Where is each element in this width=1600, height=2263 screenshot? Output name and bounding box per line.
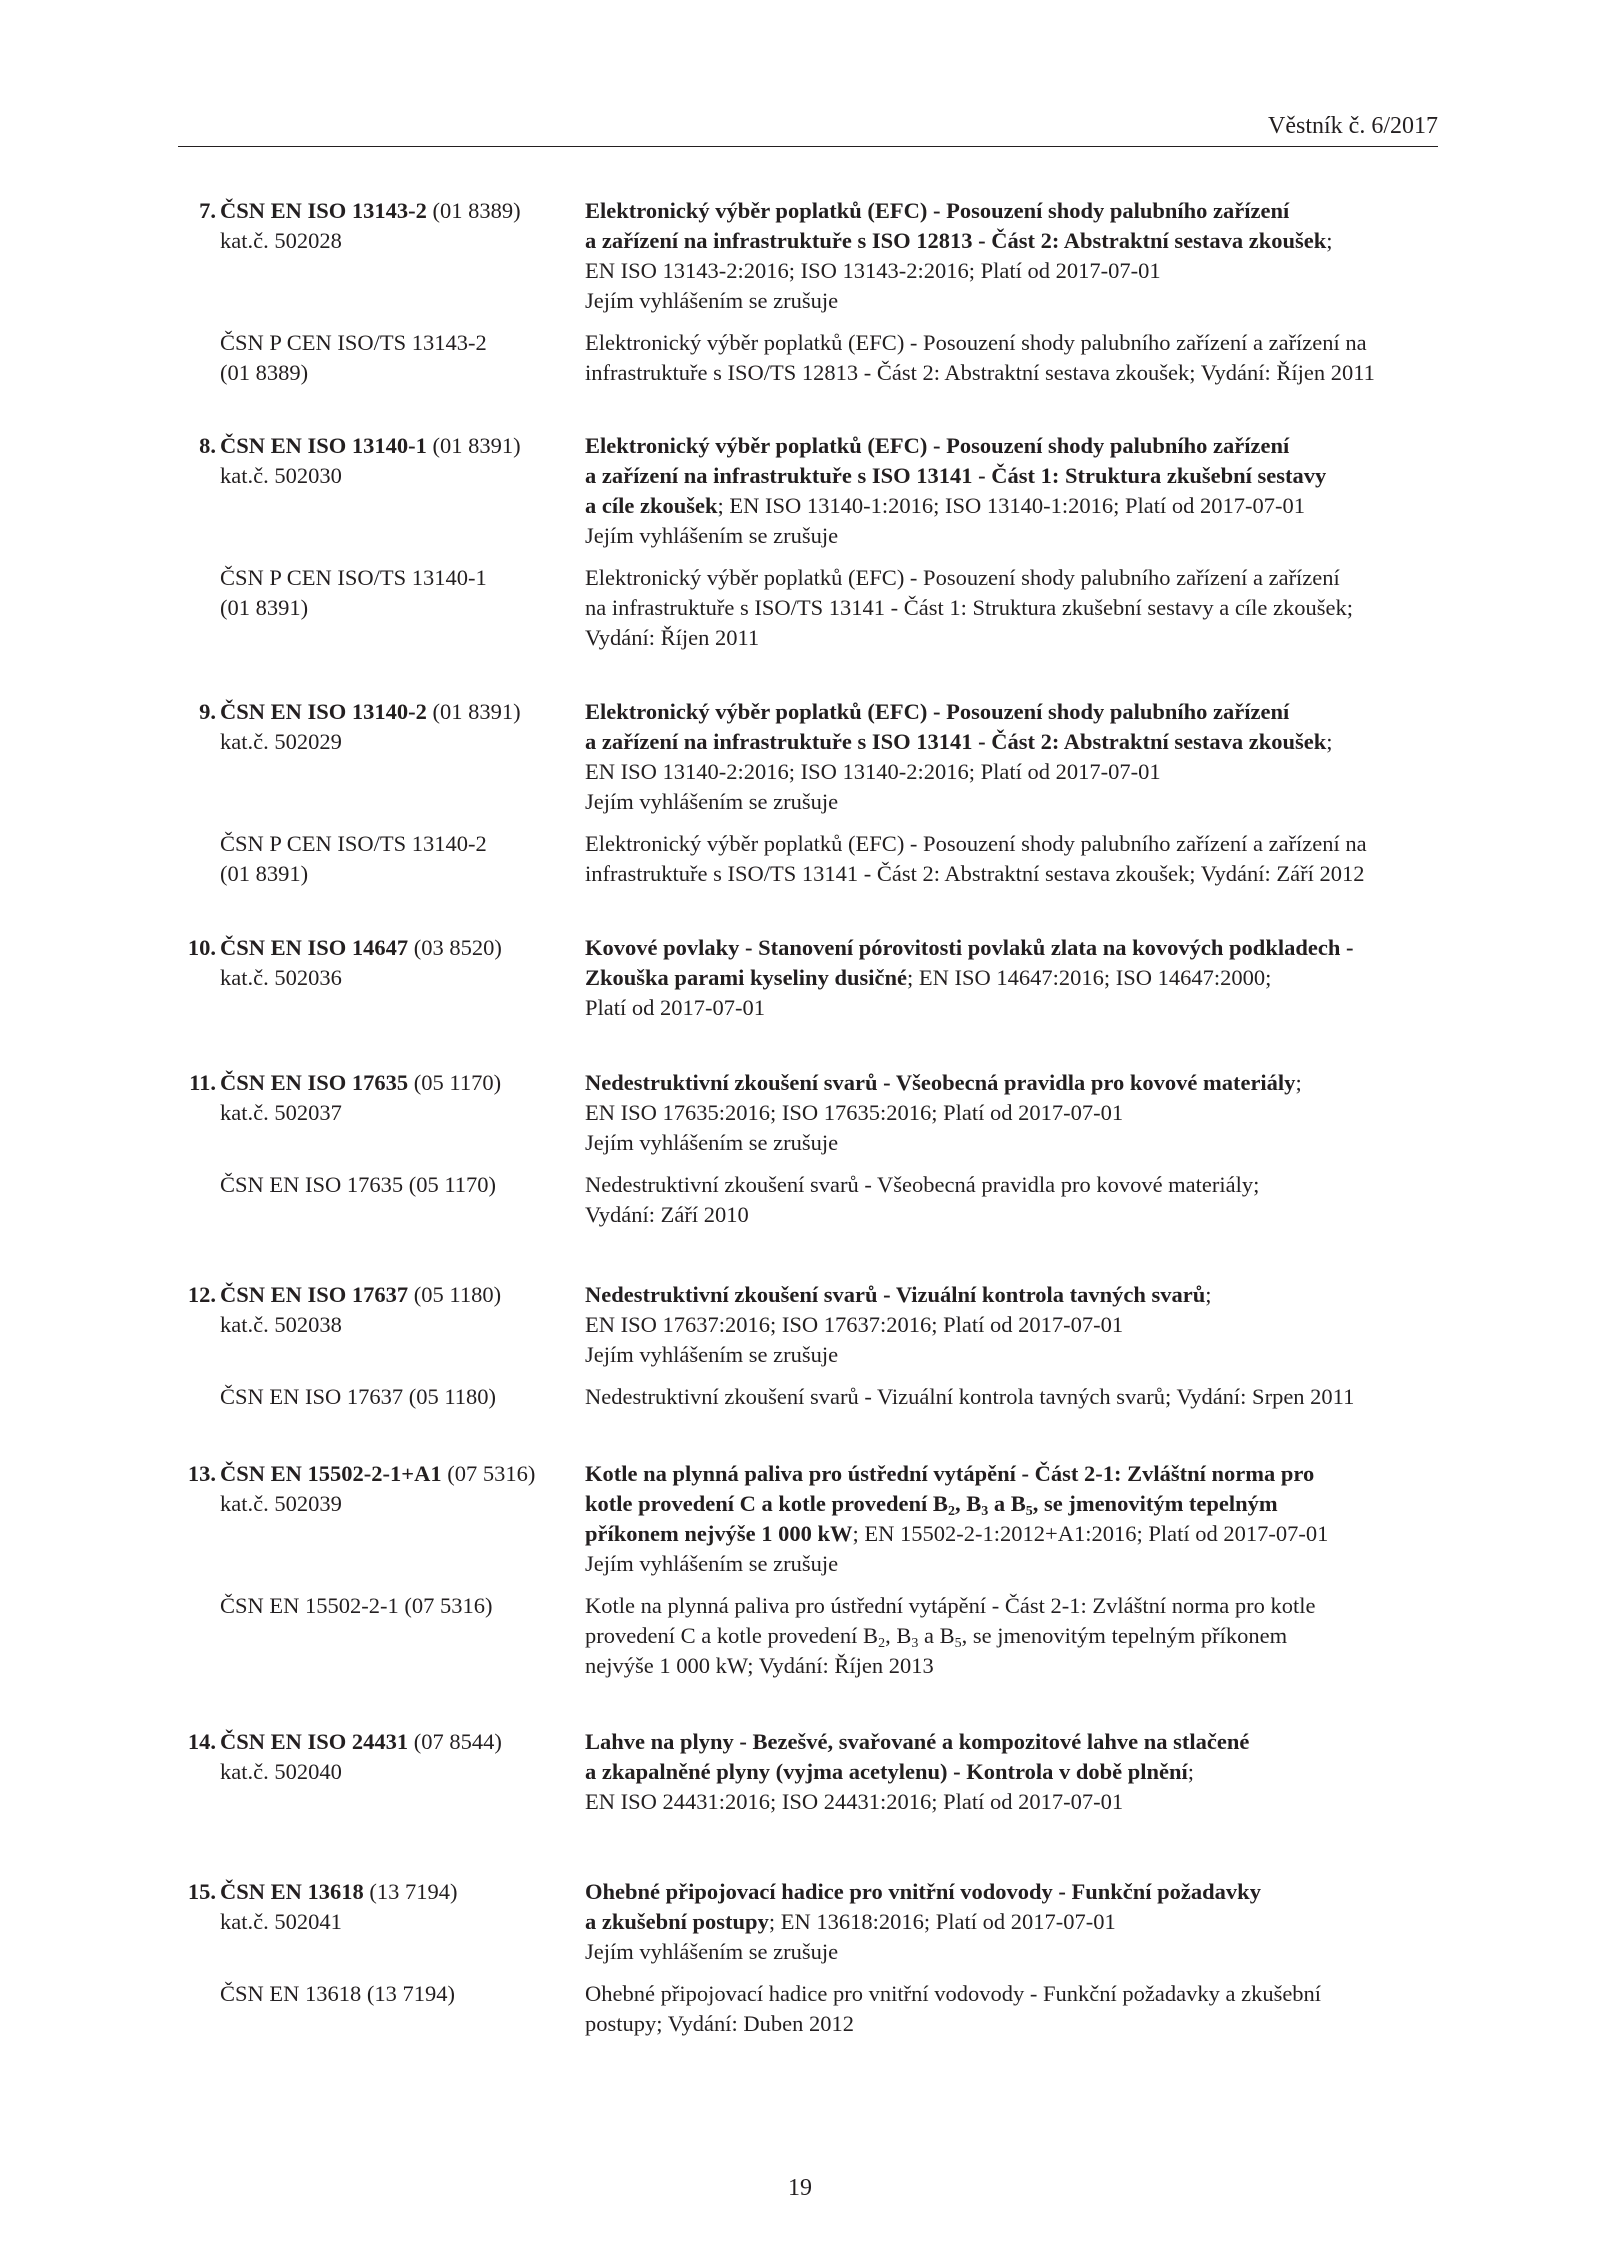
- standard-title-line: Elektronický výběr poplatků (EFC) - Posouzení shody palubního zařízení: [585, 433, 1290, 458]
- classification-code: (05 1170): [408, 1070, 502, 1095]
- replaced-code: ČSN P CEN ISO/TS 13140-1: [220, 565, 487, 590]
- standard-title-line: a zkapalněné plyny (vyjma acetylenu) - Kontrola v době plnění: [585, 1759, 1188, 1784]
- replaced-standard-title: [585, 328, 1455, 388]
- title-text: , se jmenovitým tepelným příkonem: [961, 1623, 1288, 1648]
- classification-code: (01 8391): [426, 699, 521, 724]
- replaced-standard-title: [585, 829, 1455, 889]
- title-separator: ;: [852, 1521, 859, 1546]
- entry-number: 9.: [199, 699, 216, 724]
- standard-title-line: [585, 1489, 1455, 1519]
- title-separator: ;: [1326, 729, 1333, 754]
- standard-info: EN ISO 13140-2:2016; ISO 13140-2:2016; Platí od 2017-07-01: [585, 759, 1161, 784]
- standard-info: EN 15502-2-1:2012+A1:2016; Platí od 2017-07-01: [858, 1521, 1329, 1546]
- standard-title-line: Elektronický výběr poplatků (EFC) - Posouzení shody palubního zařízení: [585, 198, 1290, 223]
- replaced-title-line: Nedestruktivní zkoušení svarů - Vizuální kontrola tavných svarů; Vydání: Srpen 2011: [585, 1384, 1355, 1409]
- replaced-standard-code: [180, 328, 560, 388]
- page-header: [178, 106, 1438, 147]
- entry-number: 7.: [199, 198, 216, 223]
- replaced-standard-title: [585, 1979, 1455, 2039]
- title-separator: ;: [1295, 1070, 1302, 1095]
- replaces-note: Jejím vyhlášením se zrušuje: [585, 1130, 839, 1155]
- replaced-title-line: na infrastruktuře s ISO/TS 13141 - Část 1: Struktura zkušební sestavy a cíle zkoušek;: [585, 595, 1353, 620]
- title-separator: ;: [1326, 228, 1333, 253]
- standard-title-line: a cíle zkoušek: [585, 493, 718, 518]
- title-text: provedení C a kotle provedení B: [585, 1623, 879, 1648]
- entry-number: 11.: [189, 1070, 216, 1095]
- replaced-title-line: Kotle na plynná paliva pro ústřední vytápění - Část 2-1: Zvláštní norma pro kotle: [585, 1593, 1316, 1618]
- catalog-number: kat.č. 502028: [220, 228, 342, 253]
- replaced-standard-code: [180, 1382, 560, 1412]
- replaced-standard-code: [180, 1591, 560, 1621]
- replaced-standard-code: [180, 1170, 560, 1200]
- standard-code: ČSN EN ISO 17637: [220, 1282, 409, 1307]
- replaced-classification: (01 8391): [220, 595, 309, 620]
- entry-left-column: [180, 1280, 560, 1340]
- entry-left-column: [180, 431, 560, 491]
- replaced-title-line: postupy; Vydání: Duben 2012: [585, 2011, 854, 2036]
- title-text: a B: [988, 1491, 1026, 1516]
- title-separator: ;: [768, 1909, 776, 1934]
- title-separator: ;: [906, 965, 914, 990]
- standard-title-line: a zařízení na infrastruktuře s ISO 13141 - Část 1: Struktura zkušební sestavy: [585, 463, 1327, 488]
- catalog-number: kat.č. 502030: [220, 463, 342, 488]
- replaced-title-line: Ohebné připojovací hadice pro vnitřní vodovody - Funkční požadavky a zkušební: [585, 1981, 1322, 2006]
- entry-number: 8.: [199, 433, 216, 458]
- replaces-note: Jejím vyhlášením se zrušuje: [585, 288, 839, 313]
- subscript: 2: [947, 1504, 955, 1519]
- replaced-title-line: Nedestruktivní zkoušení svarů - Všeobecná pravidla pro kovové materiály;: [585, 1172, 1260, 1197]
- entry-left-column: [180, 1727, 560, 1787]
- entry-left-column: [180, 1459, 560, 1519]
- replaced-code: ČSN EN ISO 17637 (05 1180): [220, 1384, 497, 1409]
- entry-right-column: [585, 1068, 1455, 1158]
- catalog-number: kat.č. 502041: [220, 1909, 342, 1934]
- entry-number: 15.: [187, 1879, 216, 1904]
- standard-title-line: a zařízení na infrastruktuře s ISO 13141 - Část 2: Abstraktní sestava zkoušek: [585, 729, 1327, 754]
- standard-title-line: Kotle na plynná paliva pro ústřední vytápění - Část 2-1: Zvláštní norma pro: [585, 1461, 1315, 1486]
- replaced-title-line: infrastruktuře s ISO/TS 12813 - Část 2: Abstraktní sestava zkoušek; Vydání: Říjen 2011: [585, 360, 1375, 385]
- catalog-number: kat.č. 502040: [220, 1759, 342, 1784]
- standard-title-line: Elektronický výběr poplatků (EFC) - Posouzení shody palubního zařízení: [585, 699, 1290, 724]
- catalog-number: kat.č. 502037: [220, 1100, 342, 1125]
- standard-code: ČSN EN ISO 17635: [220, 1070, 409, 1095]
- entry-right-column: [585, 697, 1455, 817]
- replaced-title-line: Vydání: Říjen 2011: [585, 625, 760, 650]
- standard-info: EN ISO 13143-2:2016; ISO 13143-2:2016; Platí od 2017-07-01: [585, 258, 1161, 283]
- title-text: kotle provedení C a kotle provedení B: [585, 1491, 948, 1516]
- replaced-code: ČSN P CEN ISO/TS 13143-2: [220, 330, 487, 355]
- classification-code: (01 8391): [426, 433, 521, 458]
- bulletin-title: Věstník č. 6/2017: [1268, 113, 1438, 139]
- standard-info: EN ISO 13140-1:2016; ISO 13140-1:2016; Platí od 2017-07-01: [723, 493, 1305, 518]
- standard-info: Platí od 2017-07-01: [585, 995, 765, 1020]
- standard-info: EN 13618:2016; Platí od 2017-07-01: [775, 1909, 1116, 1934]
- standard-info: EN ISO 14647:2016; ISO 14647:2000;: [913, 965, 1272, 990]
- subscript: 2: [878, 1636, 886, 1651]
- title-text: , B: [885, 1623, 912, 1648]
- classification-code: (01 8389): [426, 198, 521, 223]
- standard-title-line: příkonem nejvýše 1 000 kW: [585, 1521, 853, 1546]
- replaces-note: Jejím vyhlášením se zrušuje: [585, 789, 839, 814]
- title-separator: ;: [1187, 1759, 1195, 1784]
- standard-code: ČSN EN 13618: [220, 1879, 364, 1904]
- replaced-standard-title: [585, 563, 1455, 653]
- entry-right-column: [585, 1877, 1455, 1967]
- replaces-note: Jejím vyhlášením se zrušuje: [585, 1939, 839, 1964]
- replaced-title-line: nejvýše 1 000 kW; Vydání: Říjen 2013: [585, 1653, 934, 1678]
- replaces-note: Jejím vyhlášením se zrušuje: [585, 523, 839, 548]
- entry-right-column: [585, 1727, 1455, 1817]
- standard-code: ČSN EN 15502-2-1+A1: [220, 1461, 442, 1486]
- standard-title-line: a zařízení na infrastruktuře s ISO 12813 - Část 2: Abstraktní sestava zkoušek: [585, 228, 1327, 253]
- title-text: , B: [954, 1491, 982, 1516]
- replaced-classification: (01 8389): [220, 360, 309, 385]
- entry-number: 12.: [187, 1282, 216, 1307]
- replaced-code: ČSN EN 15502-2-1 (07 5316): [220, 1593, 493, 1618]
- replaced-standard-code: [180, 1979, 560, 2009]
- standard-info: EN ISO 17635:2016; ISO 17635:2016; Platí od 2017-07-01: [585, 1100, 1124, 1125]
- replaced-title-line: [585, 1621, 1455, 1651]
- entry-code-line: [180, 196, 560, 226]
- classification-code: (13 7194): [363, 1879, 458, 1904]
- replaced-standard-code: [180, 563, 560, 623]
- standard-code: ČSN EN ISO 13143-2: [220, 198, 427, 223]
- catalog-number: kat.č. 502036: [220, 965, 342, 990]
- replaced-standard-code: [180, 829, 560, 889]
- standard-code: ČSN EN ISO 13140-2: [220, 699, 427, 724]
- entry-right-column: [585, 196, 1455, 316]
- entry-left-column: [180, 1877, 560, 1937]
- replaced-code: ČSN P CEN ISO/TS 13140-2: [220, 831, 487, 856]
- replaced-title-line: Vydání: Září 2010: [585, 1202, 749, 1227]
- entry-number: 14.: [187, 1729, 216, 1754]
- catalog-number: kat.č. 502039: [220, 1491, 342, 1516]
- replaced-code: ČSN EN 13618 (13 7194): [220, 1981, 455, 2006]
- title-separator: ;: [717, 493, 724, 518]
- replaced-title-line: Elektronický výběr poplatků (EFC) - Posouzení shody palubního zařízení a zařízení na: [585, 831, 1367, 856]
- subscript: 5: [954, 1636, 962, 1651]
- title-separator: ;: [1205, 1282, 1212, 1307]
- standard-title-line: a zkušební postupy: [585, 1909, 769, 1934]
- standard-code: ČSN EN ISO 14647: [220, 935, 409, 960]
- page-number: 19: [788, 2175, 812, 2201]
- subscript: 3: [981, 1504, 989, 1519]
- subscript: 3: [911, 1636, 919, 1651]
- standard-code: ČSN EN ISO 13140-1: [220, 433, 427, 458]
- entry-right-column: [585, 933, 1455, 1023]
- standard-info: EN ISO 17637:2016; ISO 17637:2016; Platí od 2017-07-01: [585, 1312, 1124, 1337]
- replaces-note: Jejím vyhlášením se zrušuje: [585, 1342, 839, 1367]
- classification-code: (03 8520): [408, 935, 502, 960]
- standard-info: EN ISO 24431:2016; ISO 24431:2016; Platí od 2017-07-01: [585, 1789, 1124, 1814]
- replaced-standard-title: [585, 1591, 1455, 1681]
- subscript: 5: [1025, 1504, 1033, 1519]
- entry-left-column: [180, 1068, 560, 1128]
- classification-code: (07 8544): [408, 1729, 502, 1754]
- replaced-standard-title: [585, 1382, 1455, 1412]
- title-text: a B: [918, 1623, 955, 1648]
- replaces-note: Jejím vyhlášením se zrušuje: [585, 1551, 839, 1576]
- entry-left-column: [180, 933, 560, 993]
- replaced-title-line: Elektronický výběr poplatků (EFC) - Posouzení shody palubního zařízení a zařízení: [585, 565, 1340, 590]
- entry-number: 10.: [187, 935, 216, 960]
- title-text: , se jmenovitým tepelným: [1032, 1491, 1278, 1516]
- standard-title-line: Zkouška parami kyseliny dusičné: [585, 965, 907, 990]
- replaced-code: ČSN EN ISO 17635 (05 1170): [220, 1172, 497, 1197]
- catalog-number: kat.č. 502038: [220, 1312, 342, 1337]
- standard-title-line: Lahve na plyny - Bezešvé, svařované a kompozitové lahve na stlačené: [585, 1729, 1250, 1754]
- entry-right-column: [585, 1459, 1455, 1579]
- replaced-title-line: infrastruktuře s ISO/TS 13141 - Část 2: Abstraktní sestava zkoušek; Vydání: Září 2012: [585, 861, 1365, 886]
- entry-right-column: [585, 1280, 1455, 1370]
- entry-left-column: [180, 196, 560, 256]
- entry-right-column: [585, 431, 1455, 551]
- replaced-classification: (01 8391): [220, 861, 309, 886]
- classification-code: (05 1180): [408, 1282, 502, 1307]
- replaced-standard-title: [585, 1170, 1455, 1230]
- classification-code: (07 5316): [441, 1461, 536, 1486]
- standard-title-line: Kovové povlaky - Stanovení pórovitosti povlaků zlata na kovových podkladech -: [585, 935, 1354, 960]
- standard-title-line: Nedestruktivní zkoušení svarů - Vizuální kontrola tavných svarů: [585, 1282, 1206, 1307]
- standard-code: ČSN EN ISO 24431: [220, 1729, 409, 1754]
- standard-title-line: Ohebné připojovací hadice pro vnitřní vodovody - Funkční požadavky: [585, 1879, 1261, 1904]
- replaced-title-line: Elektronický výběr poplatků (EFC) - Posouzení shody palubního zařízení a zařízení na: [585, 330, 1367, 355]
- entry-left-column: [180, 697, 560, 757]
- catalog-number: kat.č. 502029: [220, 729, 342, 754]
- standard-title-line: Nedestruktivní zkoušení svarů - Všeobecná pravidla pro kovové materiály: [585, 1070, 1296, 1095]
- entry-number: 13.: [187, 1461, 216, 1486]
